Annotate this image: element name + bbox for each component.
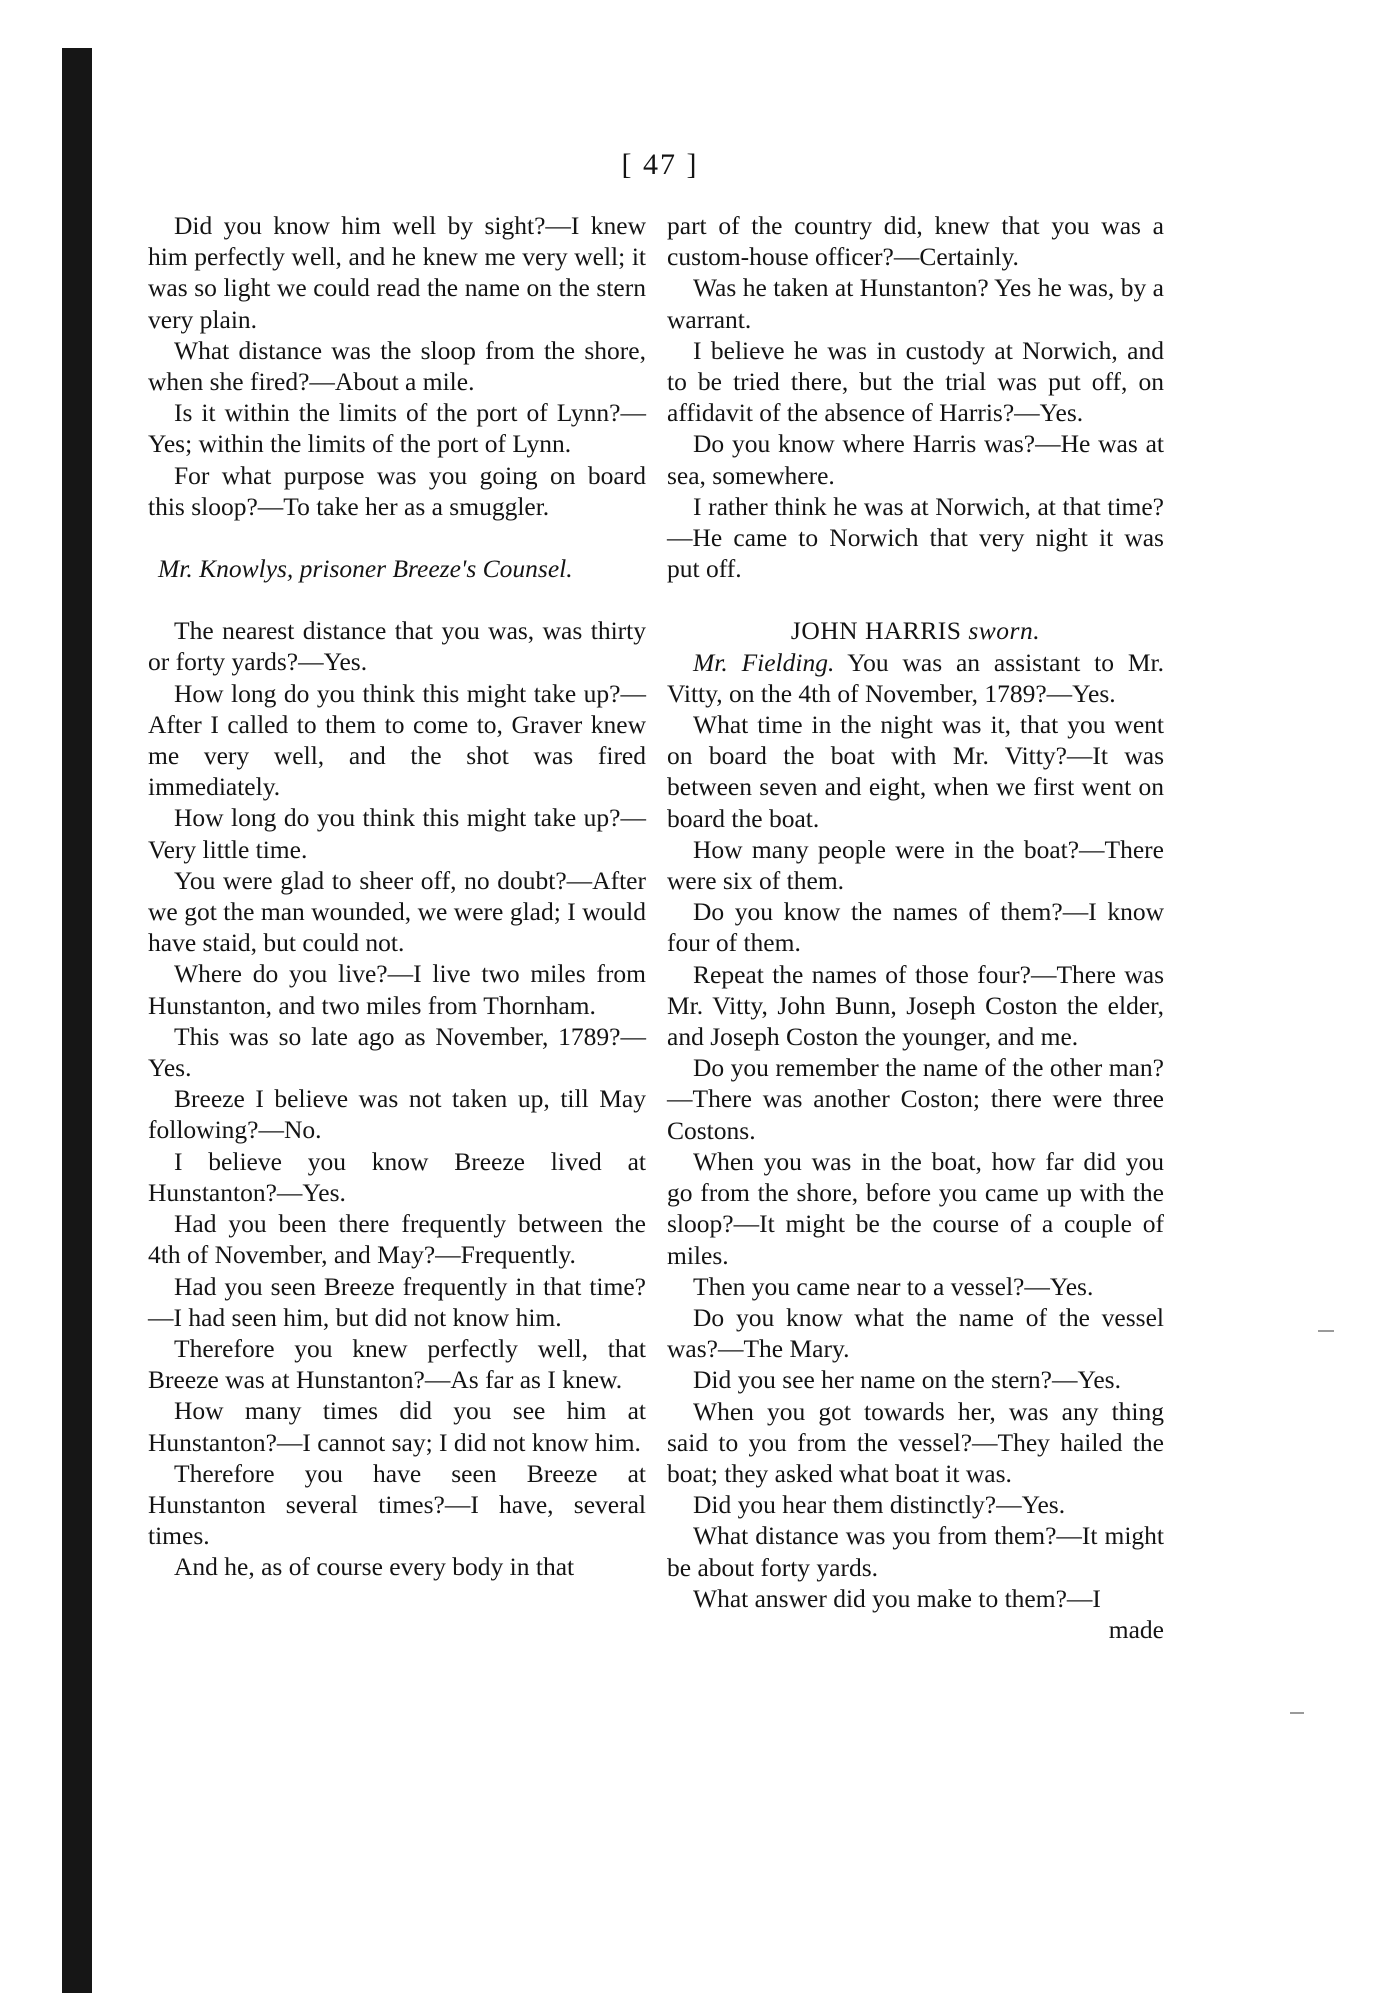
paragraph: Did you know him well by sight?—I knew him perfectly well, and he knew me very well; it was so light we could read the name on the stern very plain. bbox=[148, 211, 646, 334]
paragraph: Repeat the names of those four?—There was Mr. Vitty, John Bunn, Joseph Coston the elder, and Joseph Coston the younger, and me. bbox=[667, 959, 1164, 1052]
paragraph: What distance was you from them?—It might be about forty yards. bbox=[667, 1521, 1164, 1582]
paragraph: Was he taken at Hunstanton? Yes he was, by a warrant. bbox=[667, 273, 1164, 334]
paragraph: How many people were in the boat?—There were six of them. bbox=[667, 834, 1164, 896]
paragraph: For what purpose was you going on board this sloop?—To take her as a smuggler. bbox=[148, 460, 646, 521]
paragraph: What answer did you make to them?—I bbox=[693, 1583, 1101, 1613]
speaker-label: Mr. Fielding. bbox=[693, 647, 835, 677]
margin-mark bbox=[1290, 1712, 1304, 1714]
paragraph: part of the country did, knew that you was a custom-house officer?—Certainly. bbox=[667, 211, 1164, 272]
witness-heading bbox=[667, 615, 1164, 646]
paragraph: Do you know the names of them?—I know four of them. bbox=[667, 897, 1164, 958]
paragraph: I believe he was in custody at Norwich, and to be tried there, but the trial was put off, on affidavit of the absence of Harris?—Yes. bbox=[667, 335, 1164, 428]
paragraph: Did you hear them distinctly?—Yes. bbox=[693, 1490, 1066, 1520]
paragraph: What time in the night was it, that you went on board the boat with Mr. Vitty?—It was between seven and eight, when we first went on board the boat. bbox=[667, 710, 1164, 833]
binding-spine-shadow bbox=[62, 48, 92, 1993]
paragraph: When you got towards her, was any thing said to you from the vessel?—They hailed the boat; they asked what boat it was. bbox=[667, 1396, 1164, 1488]
paragraph: And he, as of course every body in that bbox=[174, 1552, 575, 1582]
paragraph: Do you know where Harris was?—He was at sea, somewhere. bbox=[667, 429, 1164, 490]
paragraph: Did you see her name on the stern?—Yes. bbox=[693, 1365, 1121, 1395]
paragraph bbox=[667, 647, 1164, 709]
paragraph: I rather think he was at Norwich, at that time?—He came to Norwich that very night it was put off. bbox=[667, 491, 1164, 584]
paragraph: Therefore you have seen Breeze at Hunstanton several times?—I have, several times. bbox=[148, 1458, 646, 1551]
witness-name: JOHN HARRIS bbox=[790, 616, 962, 646]
paragraph: This was so late ago as November, 1789?—Yes. bbox=[148, 1021, 646, 1083]
paragraph: Do you know what the name of the vessel was?—The Mary. bbox=[667, 1302, 1164, 1364]
paragraph: Breeze I believe was not taken up, till May following?—No. bbox=[148, 1084, 646, 1145]
paragraph: Then you came near to a vessel?—Yes. bbox=[693, 1271, 1094, 1301]
margin-mark bbox=[1318, 1330, 1334, 1332]
paragraph: Had you seen Breeze frequently in that time?—I had seen him, but did not know him. bbox=[148, 1271, 646, 1332]
paragraph: Had you been there frequently between the 4th of November, and May?—Frequently. bbox=[148, 1209, 646, 1270]
paragraph: How long do you think this might take up?—After I called to them to come to, Graver knew me very well, and the shot was fired immediately. bbox=[148, 678, 646, 802]
paragraph: I believe you know Breeze lived at Hunstanton?—Yes. bbox=[148, 1146, 646, 1207]
catchword: made bbox=[1108, 1614, 1164, 1644]
counsel-heading: Mr. Knowlys, prisoner Breeze's Counsel. bbox=[158, 554, 573, 584]
paragraph: Where do you live?—I live two miles from Hunstanton, and two miles from Thornham. bbox=[148, 959, 646, 1020]
paragraph: How many times did you see him at Hunstanton?—I cannot say; I did not know him. bbox=[148, 1396, 646, 1457]
page-number: [ 47 ] bbox=[621, 148, 699, 181]
paragraph: You were glad to sheer off, no doubt?—After we got the man wounded, we were glad; I would have staid, but could not. bbox=[148, 865, 646, 958]
paragraph: Is it within the limits of the port of Lynn?—Yes; within the limits of the port of Lynn. bbox=[148, 398, 646, 459]
paragraph: Do you remember the name of the other man?—There was another Coston; there were three Costons. bbox=[667, 1053, 1164, 1145]
right-column bbox=[667, 210, 1164, 1645]
paragraph: Therefore you knew perfectly well, that Breeze was at Hunstanton?—As far as I knew. bbox=[148, 1333, 646, 1395]
paragraph: What distance was the sloop from the shore, when she fired?—About a mile. bbox=[148, 335, 646, 397]
left-column bbox=[148, 210, 646, 1583]
paragraph: The nearest distance that you was, was thirty or forty yards?—Yes. bbox=[148, 616, 646, 677]
witness-sworn: sworn. bbox=[968, 616, 1041, 646]
paragraph-text: You was an assistant to Mr. Vitty, on the 4th of November, 1789?—Yes. bbox=[667, 647, 1164, 708]
paragraph: How long do you think this might take up?—Very little time. bbox=[148, 803, 646, 864]
paragraph: When you was in the boat, how far did you go from the shore, before you came up with the sloop?—It might be the course of a couple of miles. bbox=[667, 1146, 1164, 1270]
